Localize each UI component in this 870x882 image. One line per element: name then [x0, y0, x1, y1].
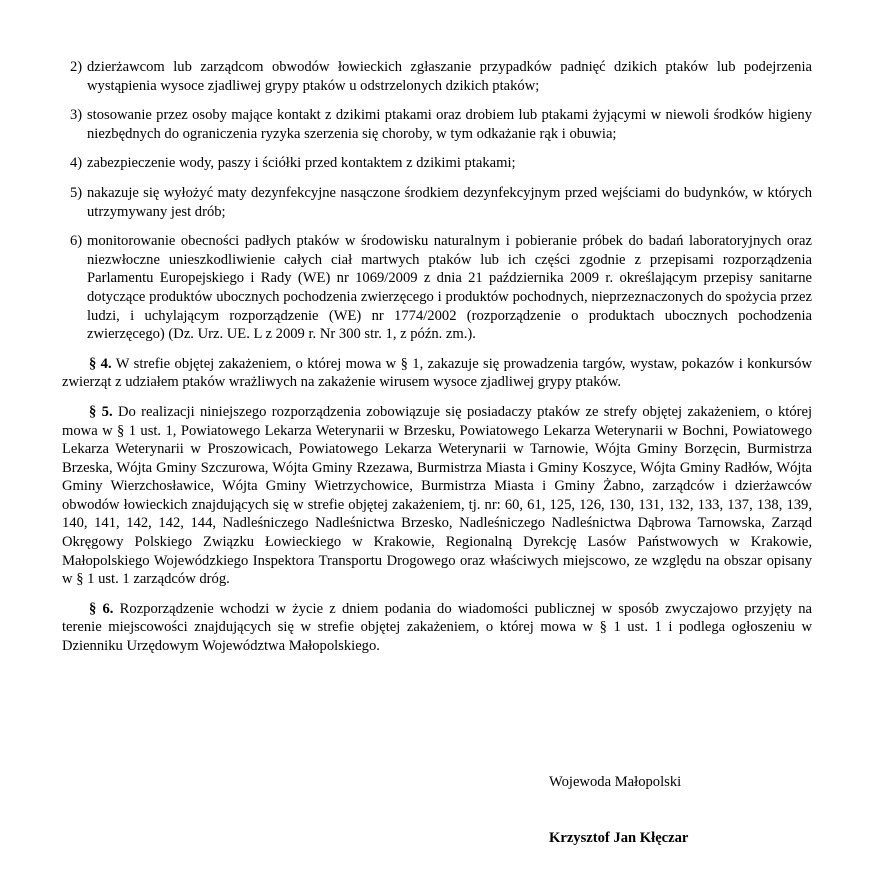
- section-label: § 4.: [89, 355, 112, 372]
- section-label: § 5.: [89, 403, 113, 420]
- list-item: [62, 106, 812, 143]
- list-item: [62, 154, 812, 173]
- signature-title: Wojewoda Małopolski: [549, 774, 682, 790]
- list-item-number: 5): [70, 184, 83, 201]
- list-item-text: zabezpieczenie wody, paszy i ściółki przed kontaktem z dzikimi ptakami;: [87, 155, 516, 172]
- list-item-number: 4): [70, 155, 83, 172]
- section-label: § 6.: [89, 600, 114, 617]
- list-item-text: nakazuje się wyłożyć maty dezynfekcyjne nasączone środkiem dezynfekcyjnym przed wejściami do budynków, w których utrzymywany jest drób;: [87, 184, 812, 220]
- list-item-number: 3): [70, 107, 83, 124]
- list-item-text: monitorowanie obecności padłych ptaków w środowisku naturalnym i pobieranie próbek do badań laboratoryjnych oraz niezwłoczne unieszkodliwienie całych ciał martwych ptaków lub ich części zgodnie z przepisami rozporządzenia Parlamentu Europejskiego i Rady (WE) nr 1069/2009 z dnia 21 października 2009 r. określającym przepisy sanitarne dotyczące produktów ubocznych pochodzenia zwierzęcego i produktów pochodnych, nieprzeznaczonych do spożycia przez ludzi, i uchylającym rozporządzenie (WE) nr 1774/2002 (rozporządzenie o produktach ubocznych pochodzenia zwierzęcego) (Dz. Urz. UE. L z 2009 r. Nr 300 str. 1, z późn. zm.).: [87, 233, 812, 343]
- list-item-text: stosowanie przez osoby mające kontakt z dzikimi ptakami oraz drobiem lub ptakami żyjącymi w niewoli środków higieny niezbędnych do ograniczenia ryzyka szerzenia się choroby, w tym odkażanie rąk i obuwia;: [87, 107, 812, 142]
- section-text: Rozporządzenie wchodzi w życie z dniem podania do wiadomości publicznej w sposób zwyczajowo przyjęty na terenie miejscowości znajdujących się w strefie objętej zakażeniem, o której mowa w § 1 ust. 1 i podlega ogłoszeniu w Dzienniku Urzędowym Województwa Małopolskiego.: [62, 600, 813, 655]
- list-item-number: 6): [70, 233, 83, 250]
- section-text: W strefie objętej zakażeniem, o której mowa w § 1, zakazuje się prowadzenia targów, wystaw, pokazów i konkursów zwierząt z udziałem ptaków wrażliwych na zakażenie wirusem wysoce zjadliwej grypy ptaków.: [62, 355, 812, 391]
- signature-name: Krzysztof Jan Kłęczar: [549, 830, 689, 846]
- section-text: Do realizacji niniejszego rozporządzenia zobowiązuje się posiadaczy ptaków ze strefy objętej zakażeniem, o której mowa w § 1 ust. 1, Powiatowego Lekarza Weterynarii w Brzesku, Powiatowego Lekarza Weterynarii w Bochni, Powiatowego Lekarza Weterynarii w Proszowicach, Powiatowego Lekarza Weterynarii w Tarnowie, Wójta Gminy Borzęcin, Burmistrza Brzeska, Wójta Gminy Szczurowa, Wójta Gminy Rzezawa, Burmistrza Miasta i Gminy Koszyce, Wójta Gminy Radłów, Wójta Gminy Wierzchosławice, Wójta Gminy Wietrzychowice, Burmistrza Miasta i Gminy Żabno, zarządców i dzierżawców obwodów łowieckich znajdujących się w strefie objętej zakażeniem, tj. nr: 60, 61, 125, 126, 130, 131, 132, 133, 137, 138, 139, 140, 141, 142, 142, 144, Nadleśniczego Nadleśnictwa Brzesko, Nadleśniczego Nadleśnictwa Dąbrowa Tarnowska, Zarząd Okręgowy Polskiego Związku Łowieckiego w Krakowie, Regionalną Dyrekcję Lasów Państwowych w Krakowie, Małopolskiego Wojewódzkiego Inspektora Transportu Drogowego oraz właściwych miejscowo, ze względu na obszar opisany w § 1 ust. 1 zarządców dróg.: [62, 403, 813, 588]
- section-6: [62, 600, 812, 656]
- list-item: [62, 184, 812, 221]
- document-body: [62, 58, 812, 667]
- section-5: [62, 403, 812, 589]
- section-4: [62, 355, 812, 392]
- list-item-text: dzierżawcom lub zarządcom obwodów łowieckich zgłaszanie przypadków padnięć dzikich ptaków lub podejrzenia wystąpienia wysoce zjadliwej grypy ptaków u odstrzelonych dzikich ptaków;: [87, 59, 812, 94]
- list-item: [62, 58, 812, 95]
- list-item-number: 2): [70, 59, 83, 75]
- list-item: [62, 232, 812, 344]
